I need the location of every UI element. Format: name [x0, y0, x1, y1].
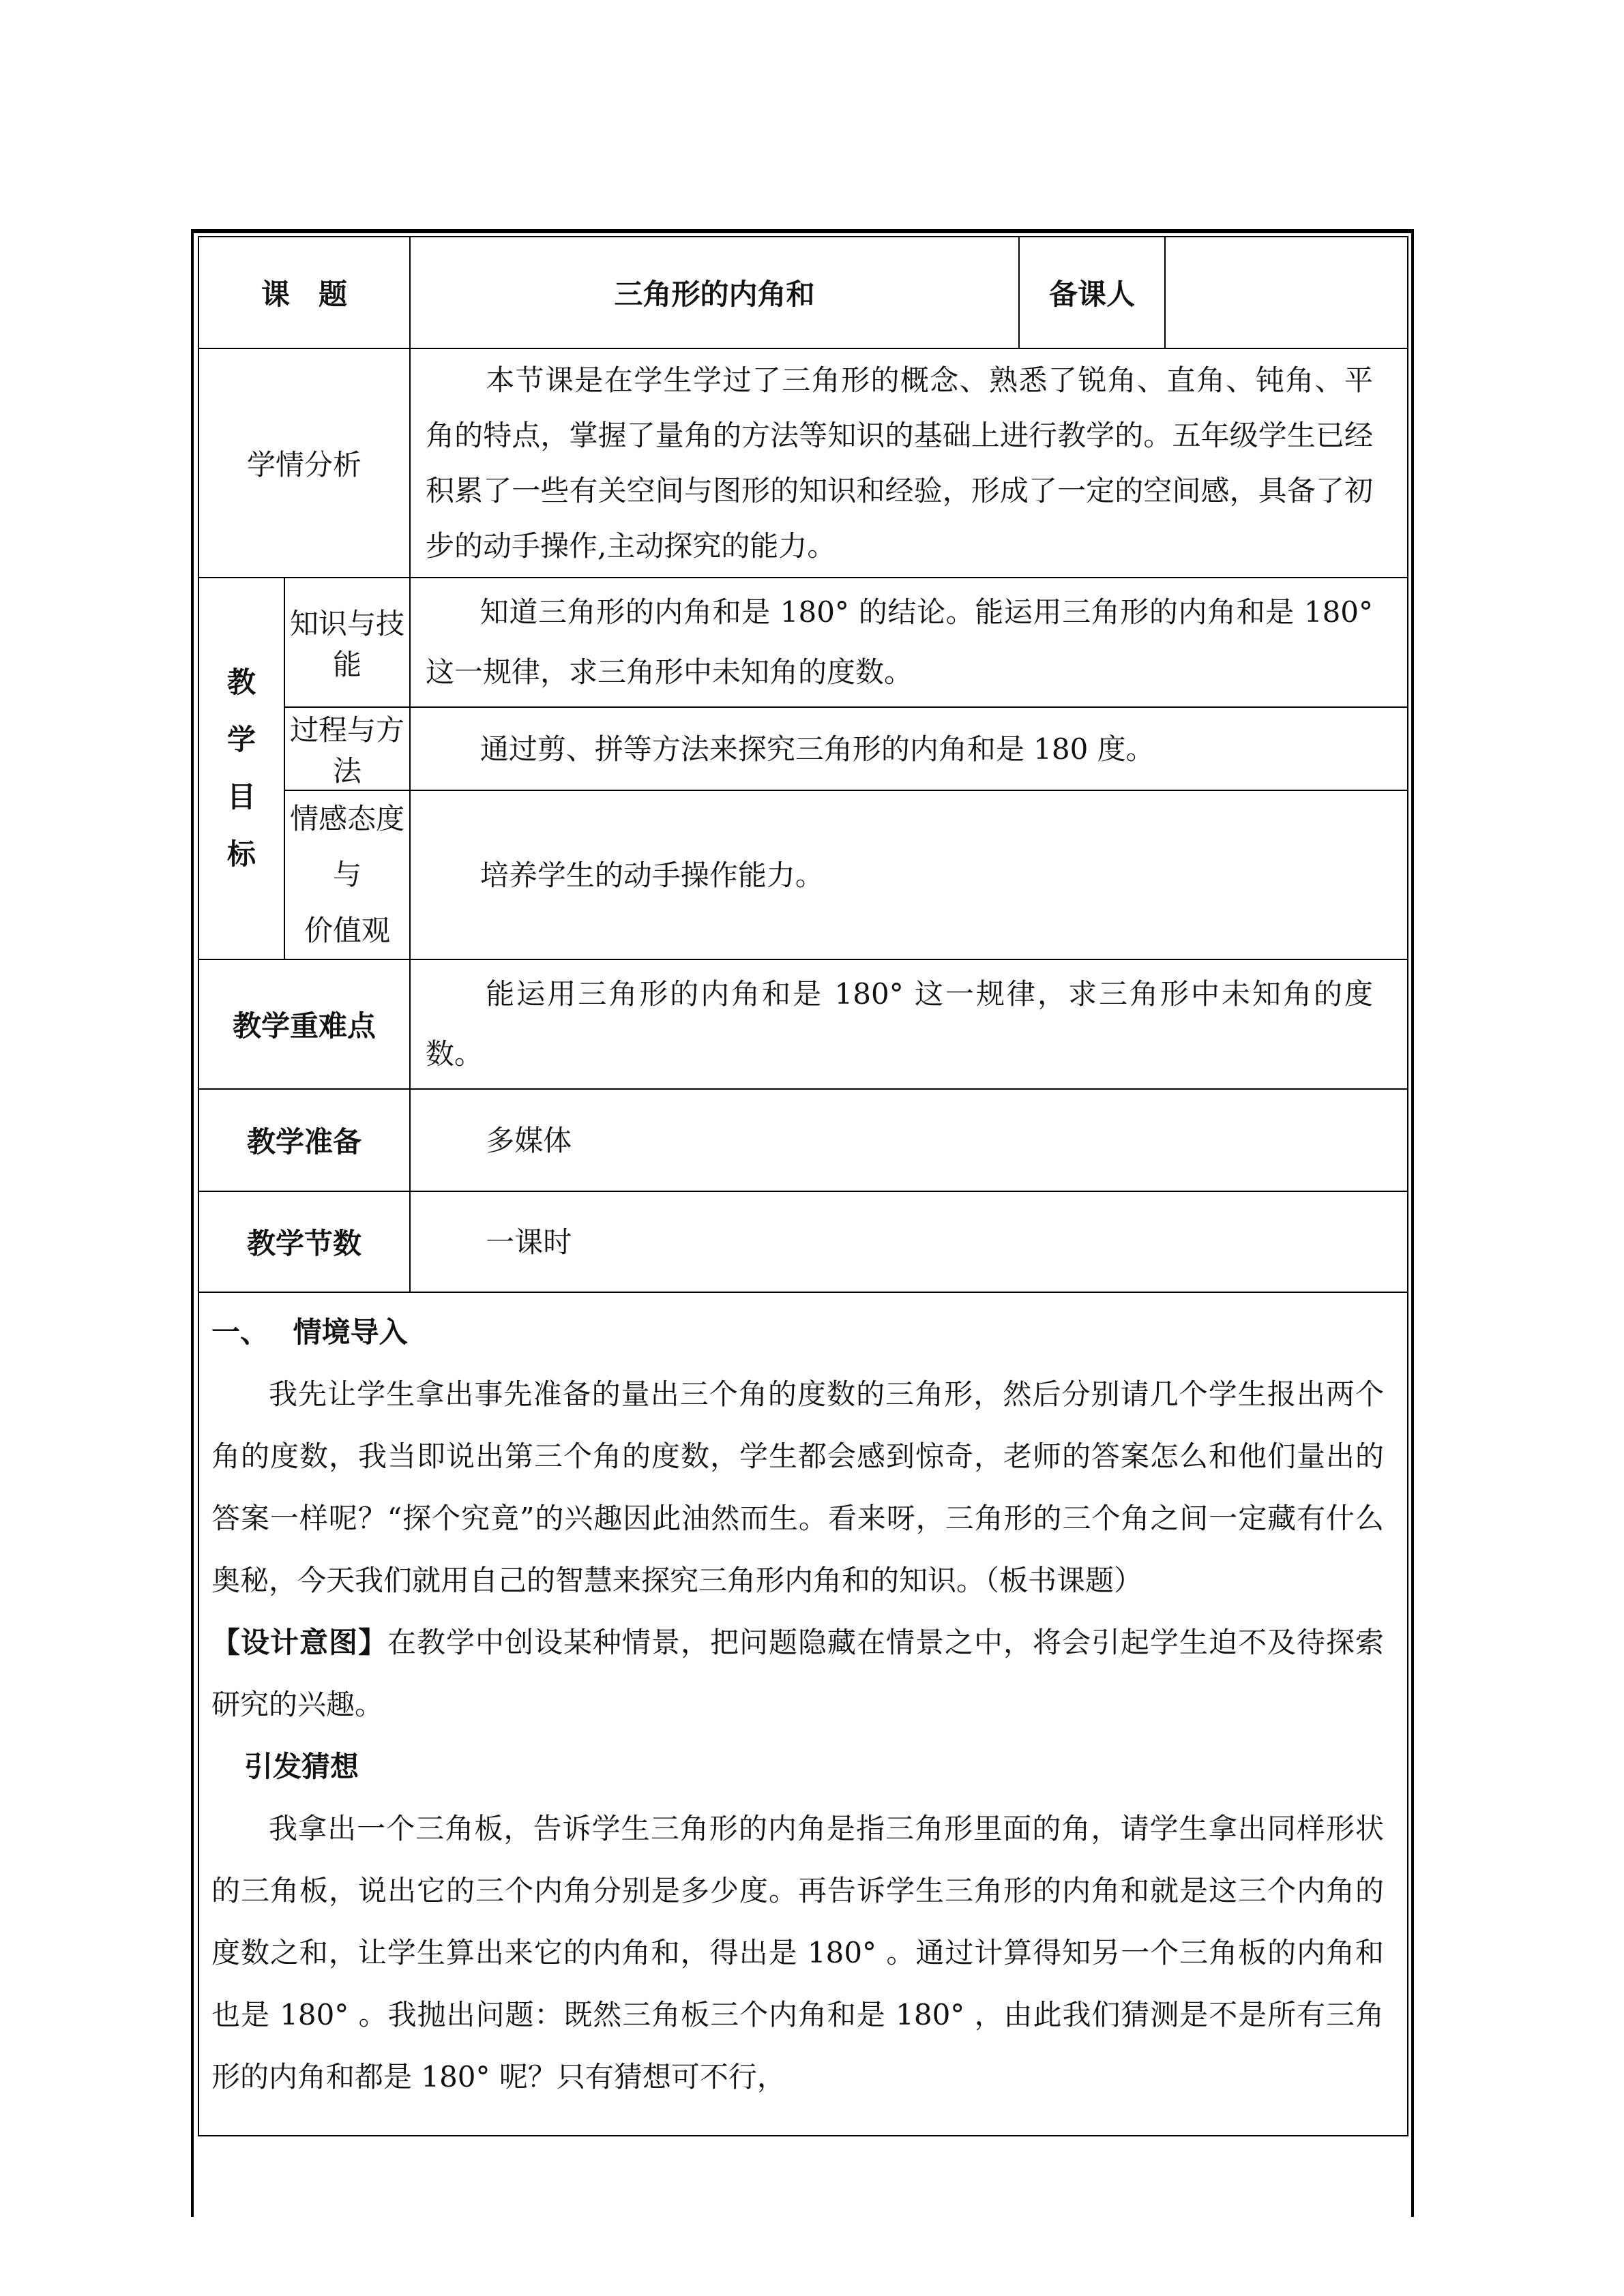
emotion-label-line1: 情感态度与	[290, 802, 405, 891]
analysis-text: 本节课是在学生学过了三角形的概念、熟悉了锐角、直角、钝角、平角的特点，掌握了量角的方法等知识的基础上进行教学的。五年级学生已经积累了一些有关空间与图形的知识和经验，形成了一定的空间感，具备了初步的动手操作,主动探究的能力。	[410, 348, 1408, 578]
header-row	[198, 237, 1408, 348]
emotion-label-line2: 价值观	[304, 914, 391, 947]
periods-label: 教学节数	[198, 1191, 410, 1292]
design-intent	[211, 1611, 1384, 1735]
emotion-text: 培养学生的动手操作能力。	[410, 790, 1408, 959]
periods-row	[198, 1191, 1408, 1292]
knowledge-label: 知识与技能	[284, 578, 410, 707]
process-label: 过程与方法	[284, 707, 410, 790]
lesson-plan-table	[198, 236, 1408, 2136]
key-points-row	[198, 959, 1408, 1089]
objective-row-emotion	[198, 790, 1408, 959]
periods-text: 一课时	[410, 1191, 1408, 1292]
section-1-paragraph: 我先让学生拿出事先准备的量出三个角的度数的三角形，然后分别请几个学生报出两个角的度数，我当即说出第三个角的度数，学生都会感到惊奇，老师的答案怎么和他们量出的答案一样呢？“探个究竟”的兴趣因此油然而生。看来呀，三角形的三个角之间一定藏有什么奥秘，今天我们就用自己的智慧来探究三角形内角和的知识。（板书课题）	[211, 1377, 1385, 1597]
preparer-value	[1165, 237, 1408, 348]
knowledge-text: 知道三角形的内角和是 180° 的结论。能运用三角形的内角和是 180° 这一规律，求三角形中未知角的度数。	[410, 578, 1408, 707]
preparation-row	[198, 1089, 1408, 1191]
objectives-char-4: 标	[226, 837, 256, 871]
objectives-char-1: 教	[226, 666, 256, 699]
section-2-paragraph: 我拿出一个三角板，告诉学生三角形的内角是指三角形里面的角，请学生拿出同样形状的三角板，说出它的三个内角分别是多少度。再告诉学生三角形的内角和就是这三个内角的度数之和，让学生算出来它的内角和，得出是 180° 。通过计算得知另一个三角板的内角和也是 180° 。我抛出问题：既然三角板三个内角和是 180° ，由此我们猜测是不是所有三角形的内角和都是 180° 呢？只有猜想可不行，	[211, 1812, 1385, 2093]
objectives-char-3: 目	[226, 780, 256, 814]
analysis-row	[198, 348, 1408, 578]
preparer-label: 备课人	[1019, 237, 1165, 348]
preparation-label: 教学准备	[198, 1089, 410, 1191]
preparation-text: 多媒体	[410, 1089, 1408, 1191]
topic-value: 三角形的内角和	[410, 237, 1019, 348]
objectives-label	[198, 578, 284, 959]
content-row	[198, 1292, 1408, 2136]
objective-row-process	[198, 707, 1408, 790]
emotion-label	[284, 790, 410, 959]
section-2-title: 引发猜想	[244, 1750, 359, 1783]
lesson-content	[198, 1292, 1408, 2136]
topic-label: 课 题	[198, 237, 410, 348]
key-points-label: 教学重难点	[198, 959, 410, 1089]
key-points-text: 能运用三角形的内角和是 180° 这一规律，求三角形中未知角的度数。	[410, 959, 1408, 1089]
objective-row-knowledge	[198, 578, 1408, 707]
design-intent-text: 在教学中创设某种情景，把问题隐藏在情景之中，将会引起学生迫不及待探索研究的兴趣。	[211, 1626, 1384, 1721]
process-text: 通过剪、拼等方法来探究三角形的内角和是 180 度。	[410, 707, 1408, 790]
section-1-title: 一、 情境导入	[211, 1315, 408, 1349]
design-intent-label: 【设计意图】	[211, 1626, 387, 1659]
objectives-char-2: 学	[226, 723, 256, 756]
analysis-label: 学情分析	[198, 348, 410, 578]
